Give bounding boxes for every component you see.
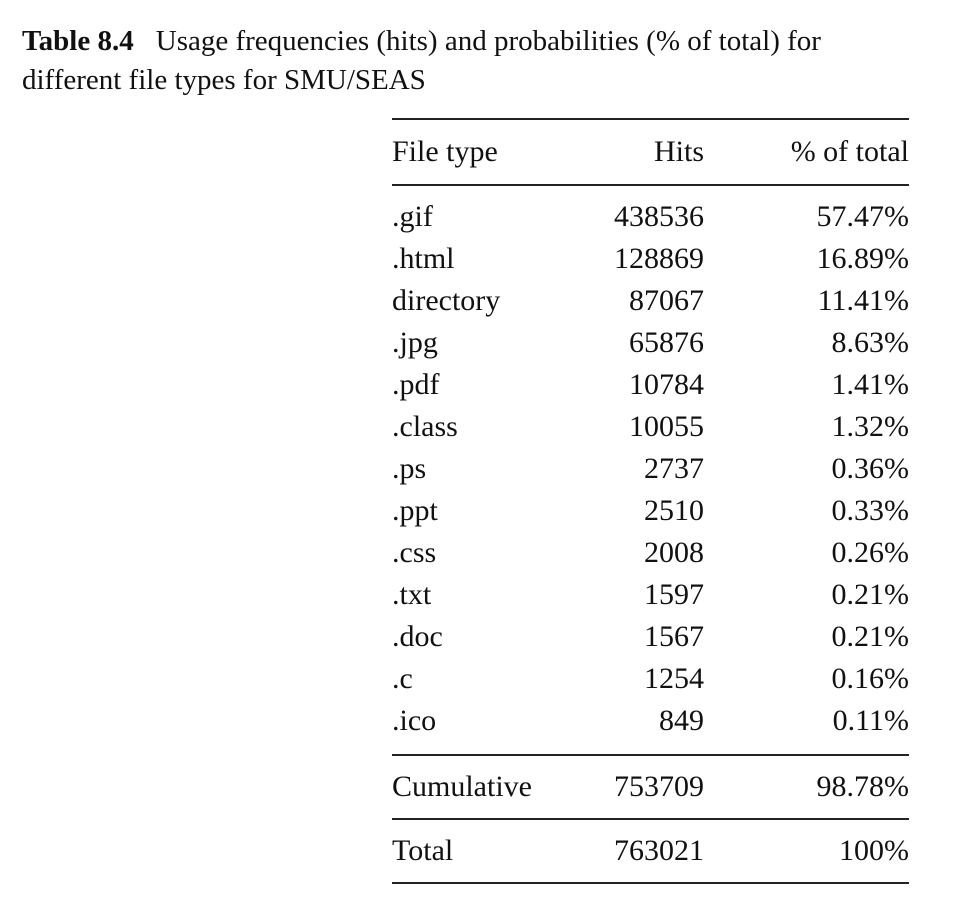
- cell-file-type: .css: [392, 536, 437, 569]
- cumulative-label: Cumulative: [392, 755, 592, 819]
- cell-percent: 0.36%: [831, 452, 909, 485]
- cell-percent: 0.33%: [831, 494, 909, 527]
- table-row: [392, 448, 909, 490]
- cell-hits: 10055: [629, 410, 704, 443]
- cell-percent: 57.47%: [816, 200, 909, 233]
- cell-percent: 0.11%: [832, 704, 909, 737]
- header-hits: Hits: [592, 120, 704, 185]
- cell-hits: 1254: [644, 662, 704, 695]
- table-row: [392, 490, 909, 532]
- cumulative-percent: 98.78%: [704, 755, 909, 819]
- cell-percent: 0.16%: [831, 662, 909, 695]
- cell-hits: 1567: [644, 620, 704, 653]
- cell-hits: 65876: [629, 326, 704, 359]
- cell-file-type: .pdf: [392, 368, 440, 401]
- cell-hits: 849: [659, 704, 704, 737]
- table-row: [392, 532, 909, 574]
- cell-percent: 1.32%: [831, 410, 909, 443]
- cell-file-type: .ps: [392, 452, 427, 485]
- cell-file-type: .ppt: [392, 494, 438, 527]
- cell-file-type: .jpg: [392, 326, 438, 359]
- cell-hits: 2008: [644, 536, 704, 569]
- file-type-table: [392, 118, 909, 884]
- cell-hits: 87067: [629, 284, 704, 317]
- table-row: [392, 238, 909, 280]
- total-row: [392, 819, 909, 883]
- total-label: Total: [392, 819, 592, 883]
- cell-file-type: directory: [392, 284, 501, 317]
- cell-file-type: .gif: [392, 200, 433, 233]
- caption-text: Usage frequencies (hits) and probabilities (% of total) for different file types for SMU/SEAS: [22, 25, 821, 96]
- table-row: [392, 364, 909, 406]
- cell-file-type: .txt: [392, 578, 432, 611]
- cell-hits: 2510: [644, 494, 704, 527]
- cell-percent: 11.41%: [817, 284, 909, 317]
- cell-file-type: .class: [392, 410, 458, 443]
- cell-file-type: .ico: [392, 704, 437, 737]
- table-row: [392, 658, 909, 700]
- cell-percent: 0.21%: [831, 578, 909, 611]
- table-row: [392, 185, 909, 238]
- cell-hits: 10784: [629, 368, 704, 401]
- total-percent: 100%: [704, 819, 909, 883]
- table-row: [392, 280, 909, 322]
- table-row: [392, 322, 909, 364]
- cell-hits: 2737: [644, 452, 704, 485]
- cell-percent: 0.26%: [831, 536, 909, 569]
- header-percent: % of total: [704, 120, 909, 185]
- table-summary: [392, 755, 909, 883]
- header-file-type: File type: [392, 120, 592, 185]
- total-hits: 763021: [592, 819, 704, 883]
- cell-percent: 1.41%: [831, 368, 909, 401]
- cell-file-type: .html: [392, 242, 455, 275]
- cell-hits: 128869: [614, 242, 704, 275]
- cell-hits: 1597: [644, 578, 704, 611]
- cell-percent: 0.21%: [831, 620, 909, 653]
- table-number: Table 8.4: [22, 25, 134, 57]
- cell-file-type: .doc: [392, 620, 443, 653]
- header-row: [392, 120, 909, 185]
- table-body: [392, 185, 909, 755]
- table-row: [392, 574, 909, 616]
- cell-percent: 8.63%: [831, 326, 909, 359]
- table-caption: [22, 22, 922, 100]
- table-row: [392, 616, 909, 658]
- cumulative-hits: 753709: [592, 755, 704, 819]
- table-row: [392, 700, 909, 755]
- cell-percent: 16.89%: [816, 242, 909, 275]
- file-type-table-container: [392, 118, 909, 884]
- table-row: [392, 406, 909, 448]
- cell-file-type: .c: [392, 662, 413, 695]
- cumulative-row: [392, 755, 909, 819]
- cell-hits: 438536: [614, 200, 704, 233]
